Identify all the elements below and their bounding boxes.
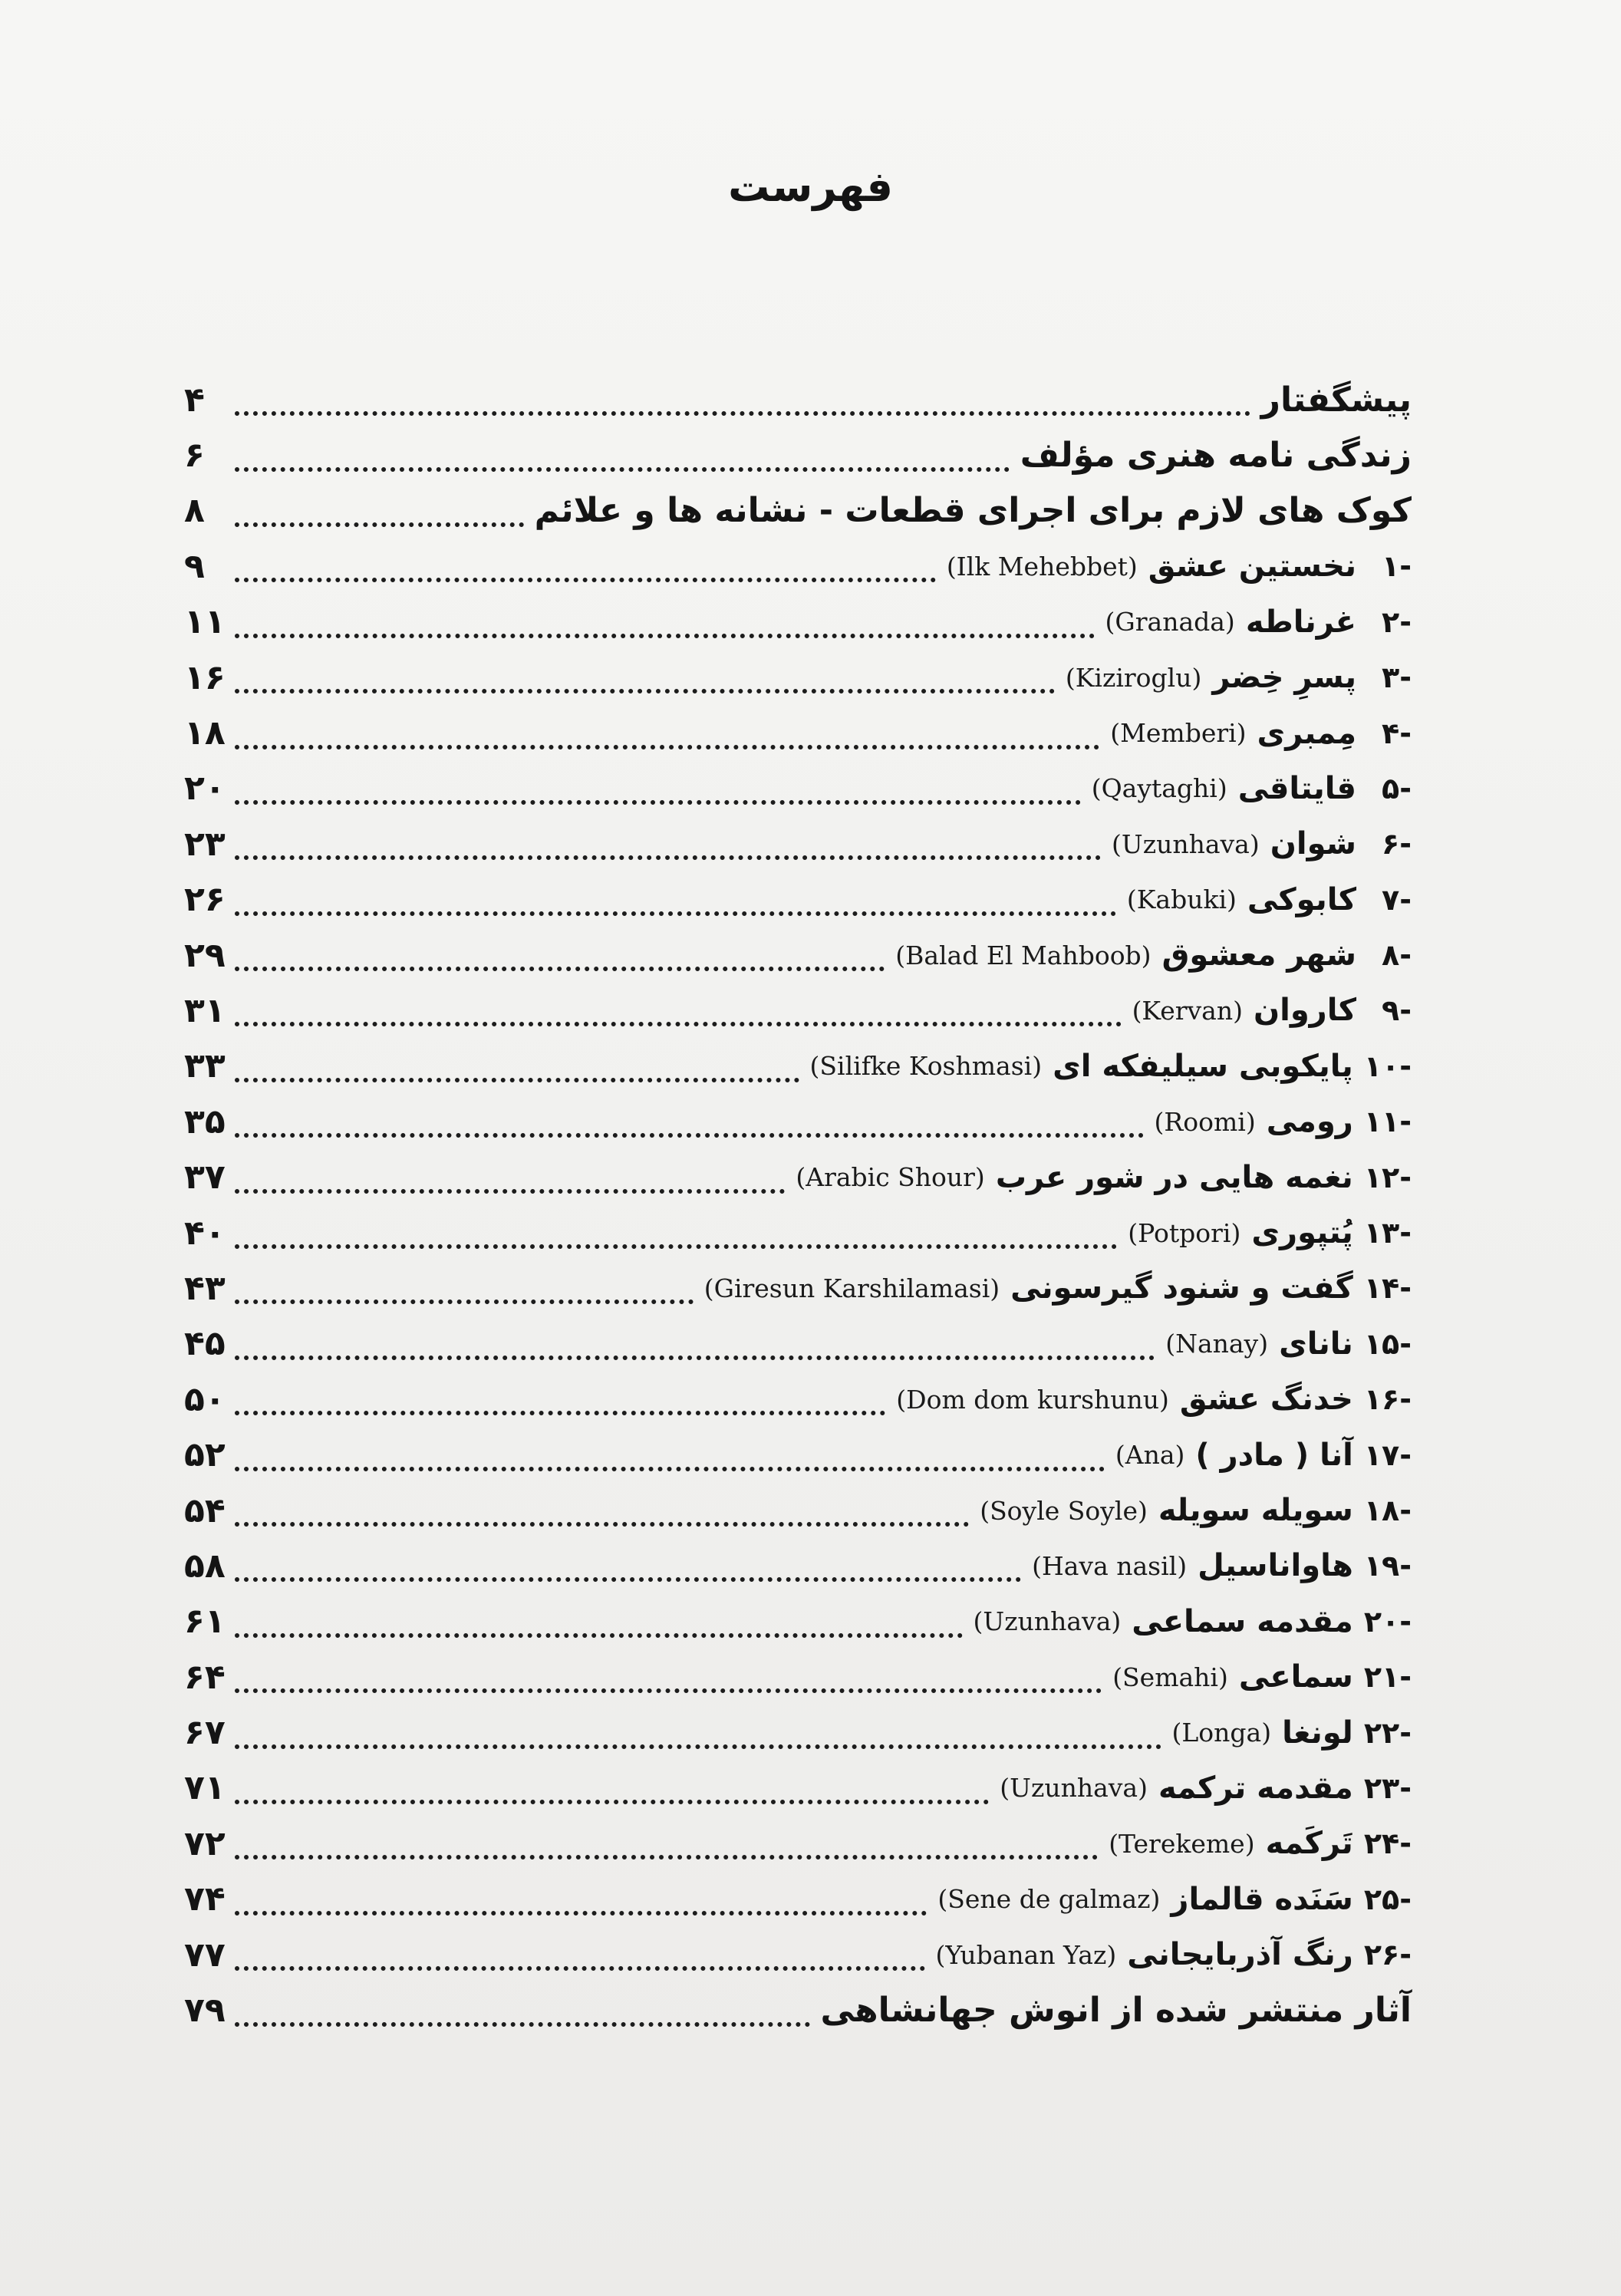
- toc-entry-latin-title: (Dom dom kurshunu): [896, 1384, 1169, 1415]
- toc-entry-latin-title: (Memberi): [1110, 718, 1247, 749]
- toc-entry-number: -۲۴: [1363, 1827, 1412, 1861]
- toc-row: [184, 705, 1412, 760]
- toc-entry-persian-title: هاواناسیل: [1198, 1548, 1353, 1584]
- toc-entry-latin-title: (Uzunhava): [1000, 1773, 1148, 1804]
- toc-entry-number: -۱۷: [1363, 1438, 1412, 1472]
- toc-entry-persian-title: غرناطه: [1245, 604, 1356, 640]
- dot-leader: [235, 1880, 927, 1916]
- toc-entry-persian-title: رومی: [1266, 1104, 1353, 1140]
- toc-entry-title: [1122, 1215, 1412, 1250]
- toc-page-number: ۵۲: [184, 1435, 226, 1475]
- toc-entry-number: -۱: [1382, 549, 1412, 584]
- dot-leader: [235, 1658, 1102, 1693]
- dot-leader: [235, 1047, 799, 1082]
- toc-entry-latin-title: (Giresun Karshilamasi): [703, 1273, 1000, 1303]
- dot-leader: [235, 714, 1099, 749]
- toc-row: [184, 927, 1412, 983]
- toc-row: [184, 1872, 1412, 1927]
- toc-page-number: ۱۸: [184, 713, 226, 753]
- toc-entry-title: [993, 1771, 1412, 1806]
- toc-entry-number: -۵: [1382, 771, 1412, 805]
- toc-entry-number: -۴: [1382, 716, 1412, 750]
- toc-row: [184, 372, 1412, 427]
- toc-row: [184, 1538, 1412, 1593]
- toc-entry-latin-title: (Balad El Mahboob): [895, 940, 1152, 970]
- toc-row: [184, 1039, 1412, 1094]
- toc-entry-persian-title: لونغا: [1282, 1715, 1353, 1751]
- dot-leader: [235, 492, 524, 527]
- toc-page-number: ۶۴: [184, 1657, 226, 1697]
- toc-entry-persian-title: مقدمه ترکمه: [1158, 1770, 1353, 1806]
- toc-row: [184, 1761, 1412, 1816]
- dot-leader: [235, 1102, 1144, 1138]
- toc-page-number: ۳۷: [184, 1158, 226, 1197]
- toc-page-number: ۷۱: [184, 1768, 226, 1808]
- toc-entry-persian-title: تَرکَمه: [1265, 1826, 1353, 1862]
- dot-leader: [235, 1824, 1098, 1860]
- toc-page-number: ۲۹: [184, 935, 226, 975]
- toc-entry-title: [698, 1270, 1412, 1306]
- toc-entry-persian-title: خدنگ عشق: [1179, 1382, 1353, 1418]
- toc-row: [184, 761, 1412, 816]
- dot-leader: [235, 380, 1250, 416]
- toc-row: [184, 1483, 1412, 1538]
- dot-leader: [235, 603, 1095, 638]
- toc-entry-persian-title: کابوکی: [1247, 881, 1356, 917]
- toc-entry-latin-title: (Ilk Mehebbet): [946, 551, 1138, 581]
- toc-entry-persian-title: گفت و شنود گیرسونی: [1010, 1270, 1353, 1306]
- toc-page-number: ۲۳: [184, 824, 226, 864]
- toc-entry-number: -۱۰: [1363, 1049, 1412, 1083]
- toc-entry-latin-title: (Sene de galmaz): [937, 1884, 1161, 1915]
- toc-entry-latin-title: (Arabic Shour): [796, 1162, 985, 1193]
- toc-entry-title: [815, 1991, 1412, 2030]
- toc-entry-persian-title: پایکوبی سیلیفکه ای: [1053, 1048, 1353, 1084]
- toc-entry-title: [1104, 716, 1412, 751]
- toc-entry-number: -۲۲: [1363, 1715, 1412, 1750]
- toc-page-number: ۳۳: [184, 1046, 226, 1086]
- toc-entry-number: -۱۶: [1363, 1382, 1412, 1417]
- toc-entry-persian-title: نغمه هایی در شور عرب: [995, 1159, 1353, 1195]
- toc-row: [184, 539, 1412, 594]
- toc-entry-title: [1026, 1548, 1412, 1583]
- toc-page-number: ۶۱: [184, 1602, 226, 1642]
- toc-row: [184, 816, 1412, 871]
- toc-entry-persian-title: نانای: [1279, 1326, 1353, 1362]
- toc-entry-number: -۱۲: [1363, 1160, 1412, 1194]
- toc-entry-latin-title: (Uzunhava): [1112, 828, 1260, 859]
- toc-entry-number: -۲۶: [1363, 1938, 1412, 1972]
- toc-page-number: ۴۰: [184, 1213, 226, 1253]
- toc-entry-title: [1121, 882, 1412, 917]
- toc-entry-title: [974, 1493, 1412, 1528]
- toc-entry-persian-title: رنگ آذربایجانی: [1127, 1937, 1353, 1973]
- toc-entry-number: -۳: [1382, 660, 1412, 695]
- toc-page-number: ۴: [184, 380, 205, 420]
- toc-entry-latin-title: (Silifke Koshmasi): [809, 1051, 1043, 1082]
- toc-page-number: ۴۵: [184, 1324, 226, 1364]
- toc-entry-persian-title: پسرِ خِضر: [1212, 660, 1356, 696]
- toc-entry-title: [967, 1604, 1412, 1639]
- toc-entry-persian-title: سماعی: [1238, 1659, 1353, 1695]
- toc-entry-persian-title: نخستین عشق: [1148, 548, 1356, 585]
- toc-entry-number: -۲۳: [1363, 1771, 1412, 1805]
- toc-entry-latin-title: (Qaytaghi): [1091, 773, 1227, 804]
- toc-entry-number: -۱۴: [1363, 1271, 1412, 1306]
- toc-entry-latin-title: (Nanay): [1165, 1329, 1269, 1359]
- toc-entry-title: [1099, 604, 1412, 640]
- dot-leader: [235, 1714, 1161, 1749]
- toc-entry-title: [930, 1937, 1412, 1972]
- toc-entry-persian-title: کوک های لازم برای اجرای قطعات - نشانه ها و علائم: [534, 491, 1412, 531]
- toc-entry-title: [931, 1882, 1412, 1917]
- toc-page-number: ۵۰: [184, 1379, 226, 1419]
- toc-page-number: ۲۰: [184, 769, 226, 809]
- toc-entry-number: -۲۱: [1363, 1660, 1412, 1695]
- toc-entry-number: -۷: [1382, 882, 1412, 917]
- toc-row: [184, 595, 1412, 650]
- toc-page-number: ۳۵: [184, 1102, 226, 1141]
- toc-entry-latin-title: (Kervan): [1132, 995, 1243, 1026]
- toc-page-number: ۷۴: [184, 1879, 226, 1919]
- toc-entry-title: [1159, 1326, 1412, 1362]
- toc-entry-title: [529, 491, 1412, 530]
- toc-entry-latin-title: (Yubanan Yaz): [935, 1939, 1117, 1970]
- toc-entry-latin-title: (Roomi): [1154, 1106, 1256, 1137]
- toc-entry-latin-title: (Semahi): [1112, 1662, 1228, 1692]
- toc-entry-title: [1105, 826, 1412, 861]
- toc-entry-title: [804, 1049, 1412, 1084]
- toc-row: [184, 427, 1412, 483]
- dot-leader: [235, 658, 1055, 693]
- toc-entry-persian-title: قایتاقی: [1237, 770, 1356, 806]
- toc-entry-title: [890, 1382, 1412, 1417]
- dot-leader: [235, 825, 1101, 860]
- toc-page-number: ۷۹: [184, 1991, 226, 2031]
- toc-entry-number: -۶: [1382, 827, 1412, 861]
- toc-entry-persian-title: مِمبری: [1257, 715, 1356, 751]
- toc-entry-latin-title: (Kiziroglu): [1065, 662, 1202, 693]
- toc-row: [184, 1982, 1412, 2037]
- toc-entry-persian-title: پُتپوری: [1251, 1215, 1353, 1251]
- toc-entry-latin-title: (Terekeme): [1109, 1828, 1255, 1859]
- dot-leader: [235, 936, 885, 971]
- toc-page-number: ۳۱: [184, 990, 226, 1030]
- toc-row: [184, 650, 1412, 705]
- dot-leader: [235, 547, 936, 582]
- page-title: فهرست: [728, 163, 893, 211]
- dot-leader: [235, 881, 1116, 916]
- toc-entry-latin-title: (Longa): [1171, 1718, 1272, 1748]
- dot-leader: [235, 1269, 694, 1304]
- toc-entry-title: [1126, 993, 1412, 1028]
- toc-page-number: ۷۲: [184, 1823, 226, 1863]
- toc-row: [184, 1316, 1412, 1372]
- toc-row: [184, 1649, 1412, 1705]
- toc-entry-latin-title: (Uzunhava): [973, 1606, 1122, 1637]
- table-of-contents: [184, 372, 1412, 2038]
- toc-page-number: ۶: [184, 436, 205, 476]
- toc-row: [184, 1094, 1412, 1149]
- dot-leader: [235, 436, 1010, 472]
- toc-entry-persian-title: زندگی نامه هنری مؤلف: [1020, 436, 1412, 476]
- toc-entry-latin-title: (Hava nasil): [1032, 1550, 1188, 1581]
- toc-row: [184, 983, 1412, 1038]
- toc-row: [184, 1260, 1412, 1316]
- dot-leader: [235, 1214, 1117, 1249]
- dot-leader: [235, 1436, 1105, 1471]
- toc-row: [184, 1594, 1412, 1649]
- dot-leader: [235, 1991, 810, 2027]
- toc-entry-title: [1106, 1659, 1412, 1695]
- toc-entry-persian-title: پیشگفتار: [1260, 380, 1412, 420]
- toc-entry-title: [889, 937, 1412, 973]
- toc-page-number: ۲۶: [184, 880, 226, 920]
- toc-page-number: ۸: [184, 491, 205, 531]
- dot-leader: [235, 991, 1122, 1026]
- toc-entry-title: [789, 1160, 1412, 1195]
- dot-leader: [235, 1769, 989, 1804]
- toc-entry-number: -۲۵: [1363, 1882, 1412, 1916]
- toc-page-number: ۵۴: [184, 1491, 226, 1530]
- toc-entry-title: [1059, 660, 1412, 695]
- toc-entry-latin-title: (Potpori): [1128, 1217, 1241, 1248]
- toc-entry-title: [1255, 380, 1412, 420]
- toc-entry-persian-title: آنا ( مادر ): [1195, 1437, 1353, 1473]
- toc-entry-persian-title: کاروان: [1253, 993, 1356, 1029]
- toc-entry-title: [1166, 1715, 1412, 1751]
- toc-entry-number: -۲: [1382, 604, 1412, 639]
- dot-leader: [235, 1380, 885, 1415]
- toc-row: [184, 1927, 1412, 1982]
- toc-row: [184, 1816, 1412, 1871]
- dot-leader: [235, 1935, 925, 1971]
- toc-page-number: ۱۱: [184, 602, 226, 642]
- toc-page-number: ۷۷: [184, 1935, 226, 1975]
- toc-entry-latin-title: (Granada): [1105, 607, 1235, 637]
- toc-entry-number: -۱۳: [1363, 1216, 1412, 1250]
- toc-entry-title: [1102, 1826, 1412, 1861]
- toc-entry-title: [1014, 436, 1412, 475]
- toc-page-number: ۹: [184, 546, 205, 586]
- toc-page-number: ۱۶: [184, 657, 226, 697]
- toc-entry-persian-title: مقدمه سماعی: [1132, 1603, 1353, 1639]
- toc-entry-title: [1109, 1438, 1412, 1473]
- toc-entry-persian-title: شهر معشوق: [1161, 937, 1356, 973]
- dot-leader: [235, 1158, 785, 1194]
- toc-entry-number: -۱۵: [1363, 1326, 1412, 1361]
- dot-leader: [235, 1547, 1021, 1582]
- toc-entry-number: -۹: [1382, 993, 1412, 1028]
- dot-leader: [235, 1491, 969, 1527]
- toc-entry-latin-title: (Ana): [1115, 1440, 1185, 1471]
- dot-leader: [235, 769, 1081, 805]
- toc-entry-title: [941, 548, 1412, 584]
- toc-entry-persian-title: سویله سویله: [1158, 1493, 1353, 1528]
- toc-entry-latin-title: (Soyle Soyle): [980, 1495, 1148, 1526]
- toc-entry-title: [1086, 771, 1412, 806]
- toc-page-number: ۴۳: [184, 1268, 226, 1308]
- toc-entry-number: -۱۸: [1363, 1494, 1412, 1527]
- toc-entry-number: -۲۰: [1363, 1604, 1412, 1639]
- toc-row: [184, 1705, 1412, 1760]
- toc-entry-persian-title: سَنَده قالماز: [1171, 1881, 1353, 1917]
- toc-row: [184, 1149, 1412, 1204]
- toc-entry-number: -۸: [1382, 938, 1412, 973]
- toc-entry-number: -۱۱: [1363, 1105, 1412, 1139]
- toc-page-number: ۵۸: [184, 1546, 226, 1586]
- toc-entry-persian-title: شوان: [1270, 826, 1356, 862]
- toc-page-number: ۶۷: [184, 1713, 226, 1753]
- toc-row: [184, 1205, 1412, 1260]
- toc-row: [184, 1427, 1412, 1482]
- dot-leader: [235, 1325, 1155, 1360]
- toc-entry-title: [1148, 1104, 1412, 1139]
- toc-entry-latin-title: (Kabuki): [1126, 884, 1237, 915]
- toc-row: [184, 483, 1412, 539]
- toc-entry-number: -۱۹: [1363, 1549, 1412, 1583]
- dot-leader: [235, 1603, 963, 1638]
- toc-row: [184, 872, 1412, 927]
- toc-entry-persian-title: آثار منتشر شده از انوش جهانشاهی: [820, 1991, 1412, 2031]
- toc-row: [184, 1372, 1412, 1427]
